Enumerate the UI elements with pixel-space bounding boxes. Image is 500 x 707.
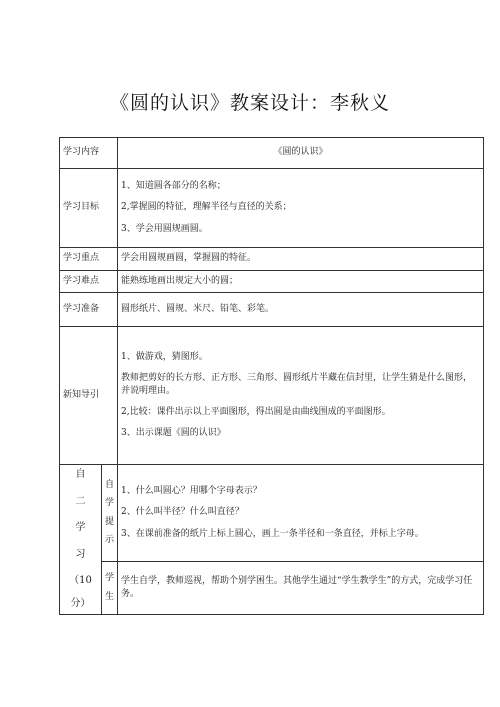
- student-label: [102, 562, 118, 615]
- hint-item: 2、什么叫半径？什么叫直径？: [121, 507, 244, 518]
- student-text: 学生自学，教师巡视，帮助个别学困生。其他学生通过“学生教学生”的方式，完成学习任务。: [118, 562, 484, 615]
- self-study-label-char: 习: [75, 548, 86, 560]
- hint-item: 3、在课前准备的纸片上标上圆心，画上一条半径和一条直径，并标上字母。: [121, 528, 424, 539]
- row-key-point: [60, 248, 484, 271]
- self-study-label-char: （10: [69, 575, 92, 586]
- goals-list: [118, 169, 484, 248]
- hint-label-char: 提: [105, 516, 115, 527]
- hint-item: 1、什么叫圆心？用哪个字母表示？: [121, 486, 262, 497]
- difficulty-value: 能熟练地画出规定大小的圆；: [118, 271, 484, 293]
- self-study-label-char: 学: [75, 522, 86, 533]
- lesson-plan-table: [59, 137, 484, 615]
- prep-value: 圆形纸片、圆规、米尺、铅笔、彩笔。: [118, 293, 484, 327]
- row-difficulty: [60, 271, 484, 293]
- key-point-label: 学习重点: [60, 248, 118, 271]
- intro-list: [118, 327, 484, 465]
- intro-label: 新知导引: [60, 327, 118, 465]
- row-self-study-students: [60, 562, 484, 615]
- row-content: [60, 138, 484, 169]
- self-study-label: [60, 465, 102, 615]
- row-intro: [60, 327, 484, 465]
- row-prep: [60, 293, 484, 327]
- prep-label: 学习准备: [60, 293, 118, 327]
- self-study-label-char: 二: [75, 495, 86, 507]
- intro-item: 教师把剪好的长方形、正方形、三角形、圆形纸片半藏在信封里，让学生猜是什么图形，并说明理由。: [121, 372, 473, 396]
- self-study-label-char: 分）: [70, 597, 91, 609]
- row-goals: [60, 169, 484, 248]
- goals-label: 学习目标: [60, 169, 118, 248]
- hints-list: [118, 465, 484, 562]
- student-label-char: 学: [105, 572, 115, 583]
- hint-label: [102, 465, 118, 562]
- content-label: 学习内容: [60, 138, 118, 169]
- content-value: 《圆的认识》: [118, 138, 484, 169]
- key-point-value: 学会用圆规画圆，掌握圆的特征。: [118, 248, 484, 271]
- intro-item: 2,比较：课件出示以上平面图形，得出圆是由曲线围成的平面图形。: [121, 407, 391, 418]
- hint-label-char: 自: [105, 480, 115, 491]
- hint-label-char: 示: [105, 534, 115, 545]
- page-title: 《圆的认识》教案设计：李秋义: [109, 92, 390, 114]
- goal-item: 1、知道圆各部分的名称；: [121, 181, 226, 192]
- goal-item: 3、学会用圆规画圆。: [121, 223, 208, 234]
- row-self-study-hints: [60, 465, 484, 562]
- self-study-label-char: 自: [75, 469, 86, 480]
- intro-item: 1、做游戏，猜图形。: [121, 351, 208, 362]
- hint-label-char: 学: [105, 498, 115, 509]
- student-label-char: 生: [105, 592, 115, 602]
- intro-item: 3、出示课题《圆的认识》: [121, 428, 226, 439]
- difficulty-label: 学习难点: [60, 271, 118, 293]
- goal-item: 2,掌握圆的特征，理解半径与直径的关系；: [121, 202, 292, 213]
